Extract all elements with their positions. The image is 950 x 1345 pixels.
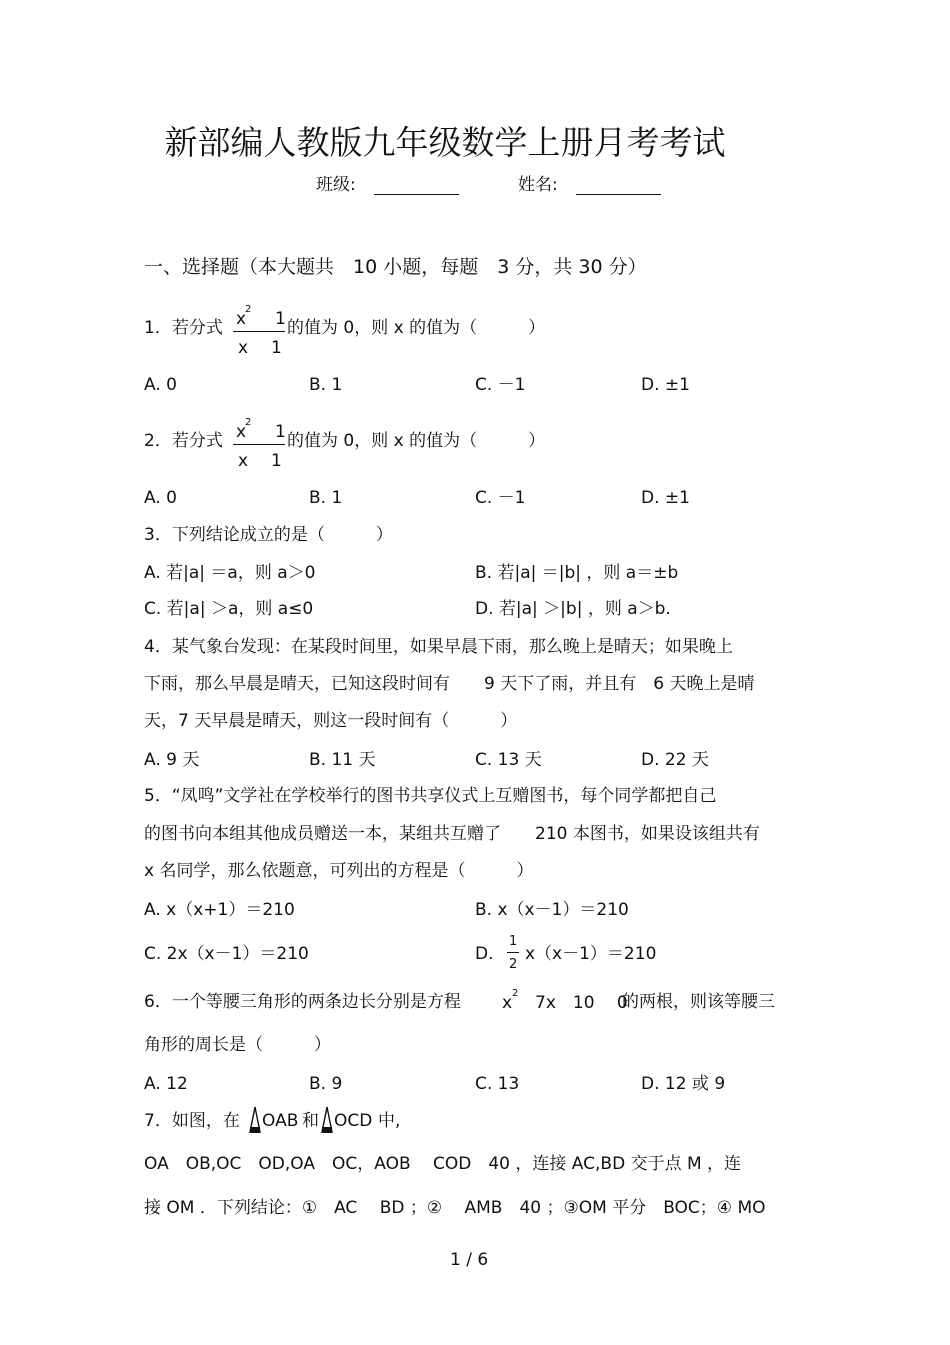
name-label: 姓名: <box>518 175 558 195</box>
q4-line-2: 下雨，那么早晨是晴天，已知这段时间有 9 天下了雨，并且有 6 天晚上是晴 <box>144 674 755 694</box>
q2-prefix: 2．若分式 <box>144 431 223 451</box>
q2-suffix: 的值为 0，则 x 的值为（ ） <box>287 431 546 451</box>
q5-line-1: 5．“凤鸣”文学社在学校举行的图书共享仪式上互赠图书，每个同学都把自己 <box>144 786 717 806</box>
q1-frac-den-x: x <box>238 338 249 358</box>
q3-stem: 3．下列结论成立的是（ ） <box>144 525 393 545</box>
class-label: 班级: <box>316 175 356 195</box>
q5-option-a[interactable]: A. x（x+1）＝210 <box>144 900 295 920</box>
q4-option-b[interactable]: B. 11 天 <box>309 750 376 770</box>
q2-option-b[interactable]: B. 1 <box>309 488 343 508</box>
q4-option-d[interactable]: D. 22 天 <box>641 750 709 770</box>
q1-prefix: 1．若分式 <box>144 318 223 338</box>
q2-frac-num-x: x <box>236 422 247 442</box>
q1-frac-num-x: x <box>236 309 247 329</box>
q7-triangle-2: OCD <box>334 1111 373 1131</box>
q7-suffix: 中, <box>378 1111 401 1131</box>
q2-option-d[interactable]: D. ±1 <box>641 488 690 508</box>
q2-frac-den-c: 1 <box>271 451 282 471</box>
q2-frac-num-exp: 2 <box>245 417 252 428</box>
q3-option-d[interactable]: D. 若|a| ＞|b| ，则 a＞b. <box>475 599 671 619</box>
q1-suffix: 的值为 0，则 x 的值为（ ） <box>287 318 546 338</box>
q5-line-2: 的图书向本组其他成员赠送一本，某组共互赠了 210 本图书，如果设该组共有 <box>144 824 760 844</box>
q6-option-d[interactable]: D. 12 或 9 <box>641 1074 726 1094</box>
q7-and: 和 <box>302 1111 319 1131</box>
q4-option-c[interactable]: C. 13 天 <box>475 750 542 770</box>
q1-option-d[interactable]: D. ±1 <box>641 375 690 395</box>
q2-fraction-bar <box>233 444 285 445</box>
q1-fraction-bar <box>233 331 285 332</box>
q5-d-fraction-bar <box>507 952 519 953</box>
q1-option-b[interactable]: B. 1 <box>309 375 343 395</box>
q3-option-b[interactable]: B. 若|a| ＝|b| ，则 a＝±b <box>475 563 679 583</box>
q1-option-a[interactable]: A. 0 <box>144 375 177 395</box>
q7-line-2: OA OB,OC OD,OA OC，AOB COD 40 ，连接 AC,BD 交于点 M ，连 <box>144 1154 742 1174</box>
q5-d-frac-den: 2 <box>509 957 518 972</box>
q2-frac-num-c: 1 <box>275 422 286 442</box>
q6-eq-exp: 2 <box>512 988 519 999</box>
q1-frac-den-c: 1 <box>271 338 282 358</box>
q1-option-c[interactable]: C. －1 <box>475 375 526 395</box>
q1-frac-num-c: 1 <box>275 309 286 329</box>
page-number: 1 / 6 <box>450 1250 489 1270</box>
q4-line-1: 4．某气象台发现：在某段时间里，如果早晨下雨，那么晚上是晴天；如果晚上 <box>144 637 733 657</box>
class-blank[interactable] <box>374 194 459 195</box>
q1-frac-num-exp: 2 <box>245 304 252 315</box>
q7-prefix: 7．如图，在 <box>144 1111 240 1131</box>
q7-triangle-1: OAB <box>262 1111 299 1131</box>
q3-option-a[interactable]: A. 若|a| ＝a，则 a＞0 <box>144 563 316 583</box>
q4-option-a[interactable]: A. 9 天 <box>144 750 200 770</box>
q5-option-b[interactable]: B. x（x－1）＝210 <box>475 900 629 920</box>
q4-line-3: 天，7 天早晨是晴天，则这一段时间有（ ） <box>144 711 518 731</box>
q3-option-c[interactable]: C. 若|a| ＞a，则 a≤0 <box>144 599 314 619</box>
q5-option-c[interactable]: C. 2x（x－1）＝210 <box>144 944 309 964</box>
q6-eq-rest: 7x 10 0 <box>535 993 628 1013</box>
q6-eq-x: x <box>502 993 513 1013</box>
q5-option-d[interactable]: D. <box>475 944 494 964</box>
q6-line-2: 角形的周长是（ ） <box>144 1035 331 1055</box>
document-title: 新部编人教版九年级数学上册月考考试 <box>164 123 726 162</box>
q6-line-1-tail: 的两根，则该等腰三 <box>622 992 775 1012</box>
q2-frac-den-x: x <box>238 451 249 471</box>
q5-d-tail: x（x－1）＝210 <box>525 944 657 964</box>
name-blank[interactable] <box>576 194 661 195</box>
triangle-icon <box>249 1106 261 1134</box>
triangle-icon <box>321 1106 333 1134</box>
q6-option-c[interactable]: C. 13 <box>475 1074 520 1094</box>
q5-d-frac-num: 1 <box>509 934 518 949</box>
q6-option-a[interactable]: A. 12 <box>144 1074 188 1094</box>
q2-option-c[interactable]: C. －1 <box>475 488 526 508</box>
q7-line-3: 接 OM ．下列结论：① AC BD ；② AMB 40 ；③OM 平分 BOC；④ MO <box>144 1198 766 1218</box>
q6-option-b[interactable]: B. 9 <box>309 1074 343 1094</box>
q5-line-3: x 名同学，那么依题意，可列出的方程是（ ） <box>144 861 534 881</box>
q6-line-1: 6．一个等腰三角形的两条边长分别是方程 <box>144 992 461 1012</box>
section-heading: 一、选择题（本大题共 10 小题，每题 3 分，共 30 分） <box>144 256 647 278</box>
q2-option-a[interactable]: A. 0 <box>144 488 177 508</box>
